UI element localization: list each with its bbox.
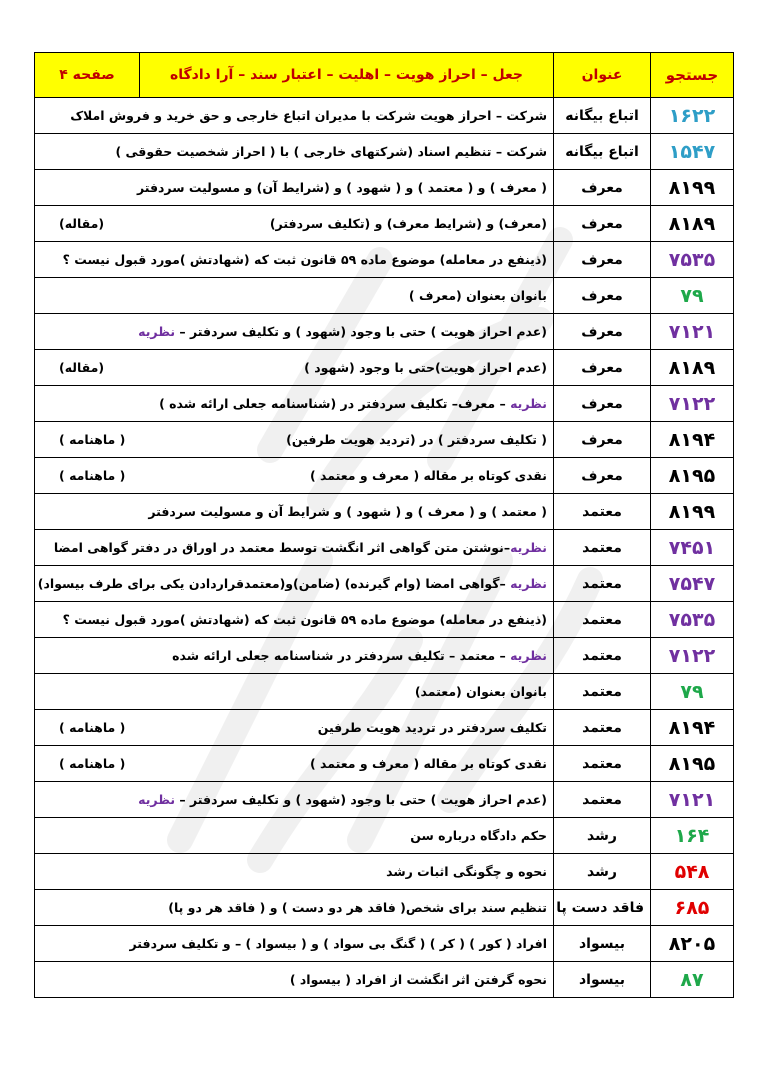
row-description-text: (معرف) و (شرایط معرف) و (تکلیف سردفتر)	[269, 216, 547, 231]
row-description-cell	[35, 566, 554, 602]
row-description-cell	[35, 386, 554, 422]
row-description	[63, 252, 547, 267]
row-description-text: نحوه و چگونگی اثبات رشد	[386, 864, 547, 879]
row-topic: بیسواد	[554, 926, 651, 962]
row-topic: معتمد	[554, 602, 651, 638]
table-row	[35, 926, 734, 962]
table-row	[35, 278, 734, 314]
row-description-text: بانوان بعنوان (معتمد)	[414, 684, 547, 699]
row-topic: رشد	[554, 818, 651, 854]
row-topic: معتمد	[554, 710, 651, 746]
row-note: ( ماهنامه )	[59, 756, 126, 771]
row-code: ۸۱۸۹	[651, 206, 734, 242]
row-description-text: (عدم احراز هویت ) حتی با وجود (شهود ) و تکلیف سردفتر –	[175, 792, 547, 807]
row-description-text: (ذینفع در معامله) موضوع ماده ۵۹ قانون ثبت که (شهادتش )مورد قبول نیست ؟	[62, 612, 547, 627]
row-note: (مقاله)	[59, 216, 105, 231]
row-code: ۸۱۹۴	[651, 710, 734, 746]
row-description-cell	[35, 314, 554, 350]
row-code: ۷۱۲۱	[651, 782, 734, 818]
row-topic: معتمد	[554, 530, 651, 566]
row-description	[172, 648, 547, 663]
table-row	[35, 782, 734, 818]
row-description-cell	[35, 170, 554, 206]
row-description-cell	[35, 782, 554, 818]
table-row	[35, 674, 734, 710]
table-row	[35, 422, 734, 458]
row-code: ۷۵۳۵	[651, 242, 734, 278]
row-description-text: شرکت – تنظیم اسناد (شرکتهای خارجی ) با ( احراز شخصیت حقوقی )	[115, 144, 547, 159]
row-description-cell	[35, 530, 554, 566]
row-description-text: ( تکلیف سردفتر ) در (تردید هویت طرفین)	[286, 432, 547, 447]
row-description	[409, 288, 547, 303]
row-description	[310, 468, 547, 483]
row-description-text: نقدی کوتاه بر مقاله ( معرف و معتمد )	[309, 756, 547, 771]
row-code: ۸۱۹۴	[651, 422, 734, 458]
table-row	[35, 170, 734, 206]
row-description-cell	[35, 962, 554, 998]
row-description	[159, 396, 547, 411]
row-theory-prefix: نظریه	[510, 540, 547, 555]
row-note: ( ماهنامه )	[59, 720, 126, 735]
row-description-cell	[35, 350, 554, 386]
row-theory-suffix: نظریه	[138, 792, 176, 807]
table-row	[35, 890, 734, 926]
row-description-text: (عدم احراز هویت)حتی با وجود (شهود )	[304, 360, 547, 375]
row-code: ۷۴۵۱	[651, 530, 734, 566]
table-row	[35, 134, 734, 170]
row-description-cell	[35, 818, 554, 854]
row-description-cell	[35, 890, 554, 926]
row-description-cell	[35, 242, 554, 278]
row-description-cell	[35, 494, 554, 530]
row-topic: معتمد	[554, 782, 651, 818]
row-description-text: نحوه گرفتن اثر انگشت از افراد ( بیسواد )	[289, 972, 547, 987]
row-theory-prefix: نظریه	[510, 576, 547, 591]
row-note: (مقاله)	[59, 360, 105, 375]
row-description	[290, 972, 547, 987]
row-description	[286, 432, 547, 447]
row-description	[304, 360, 547, 375]
row-topic: معرف	[554, 458, 651, 494]
row-description-text: – معرف– تکلیف سردفتر در (شناسنامه جعلی ارائه شده )	[159, 396, 511, 411]
row-topic: اتباع بیگانه	[554, 98, 651, 134]
row-description	[415, 684, 547, 699]
row-description-text: بانوان بعنوان (معرف )	[408, 288, 547, 303]
row-description-text: ( معتمد ) و ( معرف ) و ( شهود ) و شرایط آن و مسولیت سردفتر	[148, 504, 547, 519]
row-description-text: (عدم احراز هویت ) حتی با وجود (شهود ) و تکلیف سردفتر –	[175, 324, 547, 339]
row-topic: معرف	[554, 206, 651, 242]
row-code: ۸۲۰۵	[651, 926, 734, 962]
table-row	[35, 962, 734, 998]
table-row	[35, 242, 734, 278]
row-description-cell	[35, 206, 554, 242]
row-description-text: نقدی کوتاه بر مقاله ( معرف و معتمد )	[309, 468, 547, 483]
row-note: ( ماهنامه )	[59, 432, 126, 447]
table-row	[35, 710, 734, 746]
table-row	[35, 350, 734, 386]
row-code: ۷۵۳۵	[651, 602, 734, 638]
row-description	[148, 504, 547, 519]
row-description	[138, 792, 547, 807]
table-header	[35, 53, 734, 98]
row-description	[168, 900, 547, 915]
row-theory-prefix: نظریه	[510, 648, 547, 663]
row-description	[38, 576, 547, 591]
search-index-table	[34, 52, 734, 998]
table-row	[35, 98, 734, 134]
row-theory-suffix: نظریه	[138, 324, 176, 339]
row-description-cell	[35, 602, 554, 638]
row-description-text: – معتمد – تکلیف سردفتر در شناسنامه جعلی ارائه شده	[172, 648, 511, 663]
row-description	[270, 216, 547, 231]
header-page: صفحه ۴	[35, 53, 140, 98]
row-topic: معرف	[554, 170, 651, 206]
row-description-cell	[35, 746, 554, 782]
row-description-cell	[35, 854, 554, 890]
row-code: ۶۸۵	[651, 890, 734, 926]
table-row	[35, 458, 734, 494]
row-topic: معرف	[554, 386, 651, 422]
row-code: ۷۱۲۲	[651, 386, 734, 422]
row-topic: معتمد	[554, 566, 651, 602]
row-code: ۸۱۹۵	[651, 746, 734, 782]
table-row	[35, 314, 734, 350]
row-topic: معتمد	[554, 494, 651, 530]
row-description	[130, 936, 547, 951]
row-description	[138, 324, 547, 339]
row-topic: معتمد	[554, 638, 651, 674]
header-code: جستجو	[651, 53, 734, 98]
row-topic: معرف	[554, 422, 651, 458]
row-description-text: ( معرف ) و ( معتمد ) و ( شهود ) و (شرایط آن) و مسولیت سردفتر	[136, 180, 547, 195]
row-topic: معرف	[554, 278, 651, 314]
row-topic: اتباع بیگانه	[554, 134, 651, 170]
row-description-cell	[35, 926, 554, 962]
table-row	[35, 566, 734, 602]
row-description	[386, 864, 547, 879]
table-row	[35, 386, 734, 422]
row-topic: معرف	[554, 350, 651, 386]
row-code: ۷۵۴۷	[651, 566, 734, 602]
row-code: ۷۹	[651, 674, 734, 710]
row-description-text: تنظیم سند برای شخص( فاقد هر دو دست ) و ( فاقد هر دو پا)	[168, 900, 547, 915]
row-topic: معرف	[554, 314, 651, 350]
row-description-cell	[35, 278, 554, 314]
row-code: ۸۱۹۹	[651, 494, 734, 530]
row-code: ۷۱۲۲	[651, 638, 734, 674]
row-description	[63, 612, 547, 627]
row-description-cell	[35, 422, 554, 458]
row-code: ۱۵۴۷	[651, 134, 734, 170]
row-description-cell	[35, 458, 554, 494]
row-description	[310, 756, 547, 771]
row-topic: معتمد	[554, 674, 651, 710]
row-description	[115, 144, 547, 159]
row-description-text: حکم دادگاه درباره سن	[410, 828, 547, 843]
table-row	[35, 638, 734, 674]
row-description-text: (ذینفع در معامله) موضوع ماده ۵۹ قانون ثبت که (شهادتش )مورد قبول نیست ؟	[62, 252, 547, 267]
row-description-text: –گواهی امضا (وام گیرنده) (ضامن)و(معتمدقراردادن یکی برای طرف بیسواد)	[37, 576, 511, 591]
row-theory-prefix: نظریه	[510, 396, 547, 411]
row-topic: معتمد	[554, 746, 651, 782]
table-row	[35, 602, 734, 638]
row-topic: رشد	[554, 854, 651, 890]
table-row	[35, 206, 734, 242]
table-row	[35, 530, 734, 566]
row-description	[318, 720, 547, 735]
row-code: ۸۱۹۹	[651, 170, 734, 206]
row-code: ۸۱۹۵	[651, 458, 734, 494]
row-description-cell	[35, 710, 554, 746]
row-description-text: شرکت – احراز هویت شرکت با مدیران اتباع خارجی و حق خرید و فروش املاک	[70, 108, 547, 123]
row-description	[410, 828, 547, 843]
header-title: جعل – احراز هویت – اهلیت – اعتبار سند – آرا دادگاه	[140, 53, 554, 98]
table-row	[35, 746, 734, 782]
row-description-text: افراد ( کور ) ( کر ) ( گنگ بی سواد ) و ( بیسواد ) – و تکلیف سردفتر	[129, 936, 547, 951]
row-code: ۱۶۴	[651, 818, 734, 854]
row-code: ۱۶۲۲	[651, 98, 734, 134]
row-description-cell	[35, 98, 554, 134]
row-code: ۵۴۸	[651, 854, 734, 890]
header-topic: عنوان	[554, 53, 651, 98]
row-code: ۷۱۲۱	[651, 314, 734, 350]
row-code: ۸۱۸۹	[651, 350, 734, 386]
row-topic: فاقد دست پا	[554, 890, 651, 926]
row-topic: بیسواد	[554, 962, 651, 998]
row-note: ( ماهنامه )	[59, 468, 126, 483]
row-description-cell	[35, 674, 554, 710]
row-code: ۸۷	[651, 962, 734, 998]
table-row	[35, 818, 734, 854]
row-description-cell	[35, 638, 554, 674]
row-description	[70, 108, 547, 123]
table-row	[35, 854, 734, 890]
row-description-text: –نوشتن متن گواهی اثر انگشت توسط معتمد در اوراق در دفتر گواهی امضا	[53, 540, 511, 555]
row-description	[54, 540, 547, 555]
row-description	[137, 180, 547, 195]
table-row	[35, 494, 734, 530]
row-description-text: تکلیف سردفتر در تردید هویت طرفین	[317, 720, 547, 735]
row-code: ۷۹	[651, 278, 734, 314]
row-description-cell	[35, 134, 554, 170]
row-topic: معرف	[554, 242, 651, 278]
